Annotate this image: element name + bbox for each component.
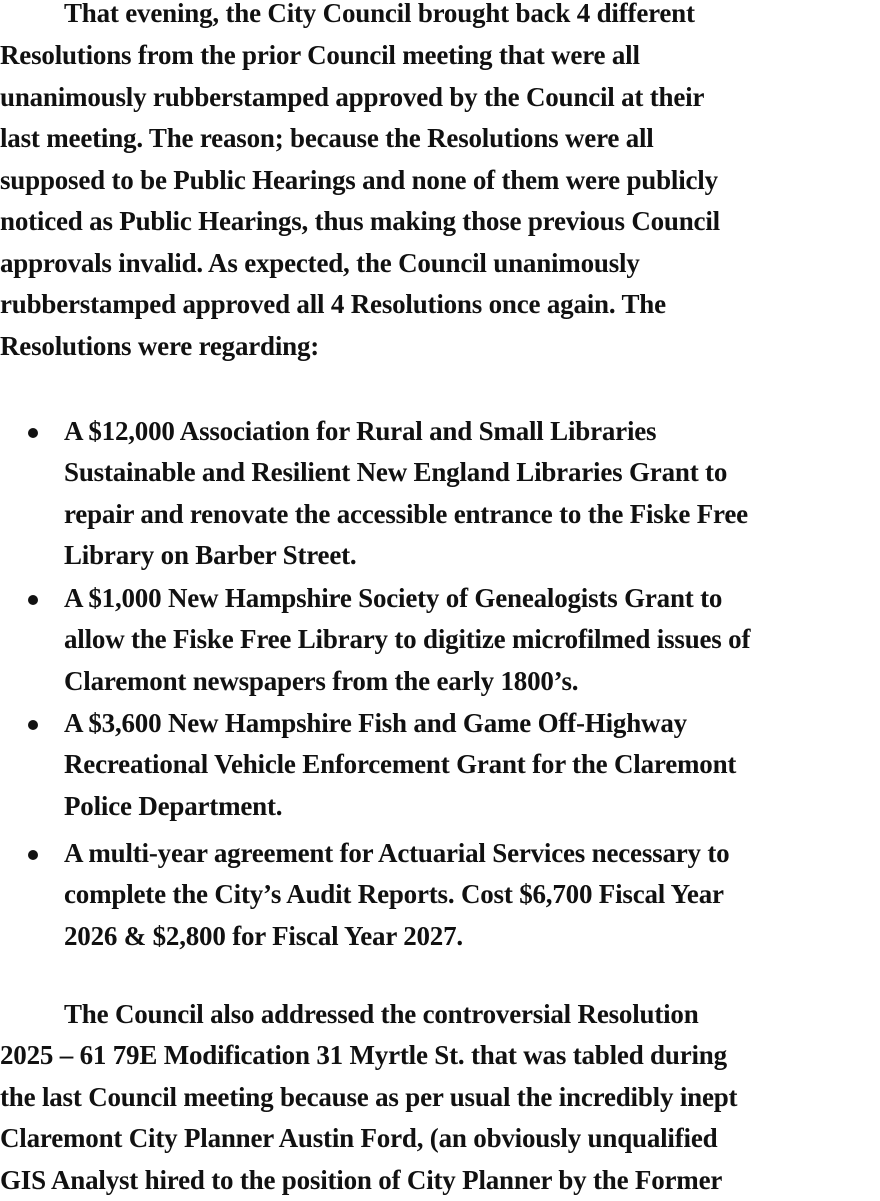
text-line: supposed to be Public Hearings and none of them were publicly	[0, 165, 718, 195]
text-line: last meeting. The reason; because the Resolutions were all	[0, 123, 654, 153]
text-line: the last Council meeting because as per usual the incredibly inept	[0, 1082, 738, 1112]
text-line: unanimously rubberstamped approved by the Council at their	[0, 82, 705, 112]
bullet-icon	[28, 428, 38, 438]
text-line: Library on Barber Street.	[64, 540, 357, 570]
bullet-icon	[28, 850, 38, 860]
text-line: Claremont City Planner Austin Ford, (an obviously unqualified	[0, 1123, 718, 1153]
text-line: repair and renovate the accessible entrance to the Fiske Free	[64, 499, 748, 529]
text-line: noticed as Public Hearings, thus making those previous Council	[0, 206, 720, 236]
bullet-icon	[28, 720, 38, 730]
text-line: Police Department.	[64, 791, 283, 821]
text-line: 2026 & $2,800 for Fiscal Year 2027.	[64, 921, 463, 951]
text-line: Resolutions from the prior Council meeting that were all	[0, 40, 640, 70]
text-line: Sustainable and Resilient New England Libraries Grant to	[64, 457, 728, 487]
text-line: 2025 – 61 79E Modification 31 Myrtle St. that was tabled during	[0, 1040, 727, 1070]
text-line: GIS Analyst hired to the position of City Planner by the Former	[0, 1165, 723, 1195]
text-line: A multi-year agreement for Actuarial Services necessary to	[64, 838, 730, 868]
text-line: Resolutions were regarding:	[0, 331, 320, 361]
text-line: approvals invalid. As expected, the Council unanimously	[0, 248, 640, 278]
text-line: A $1,000 New Hampshire Society of Genealogists Grant to	[64, 583, 723, 613]
text-line: That evening, the City Council brought back 4 different	[64, 0, 695, 28]
bullet-icon	[28, 595, 38, 605]
text-line: complete the City’s Audit Reports. Cost $6,700 Fiscal Year	[64, 879, 724, 909]
text-line: The Council also addressed the controversial Resolution	[64, 999, 699, 1029]
text-line: Recreational Vehicle Enforcement Grant for the Claremont	[64, 749, 737, 779]
text-line: rubberstamped approved all 4 Resolutions once again. The	[0, 289, 666, 319]
text-line: allow the Fiske Free Library to digitize microfilmed issues of	[64, 624, 751, 654]
text-line: A $12,000 Association for Rural and Small Libraries	[64, 416, 657, 446]
text-line: A $3,600 New Hampshire Fish and Game Off-Highway	[64, 708, 687, 738]
text-line: Claremont newspapers from the early 1800’s.	[64, 666, 579, 696]
